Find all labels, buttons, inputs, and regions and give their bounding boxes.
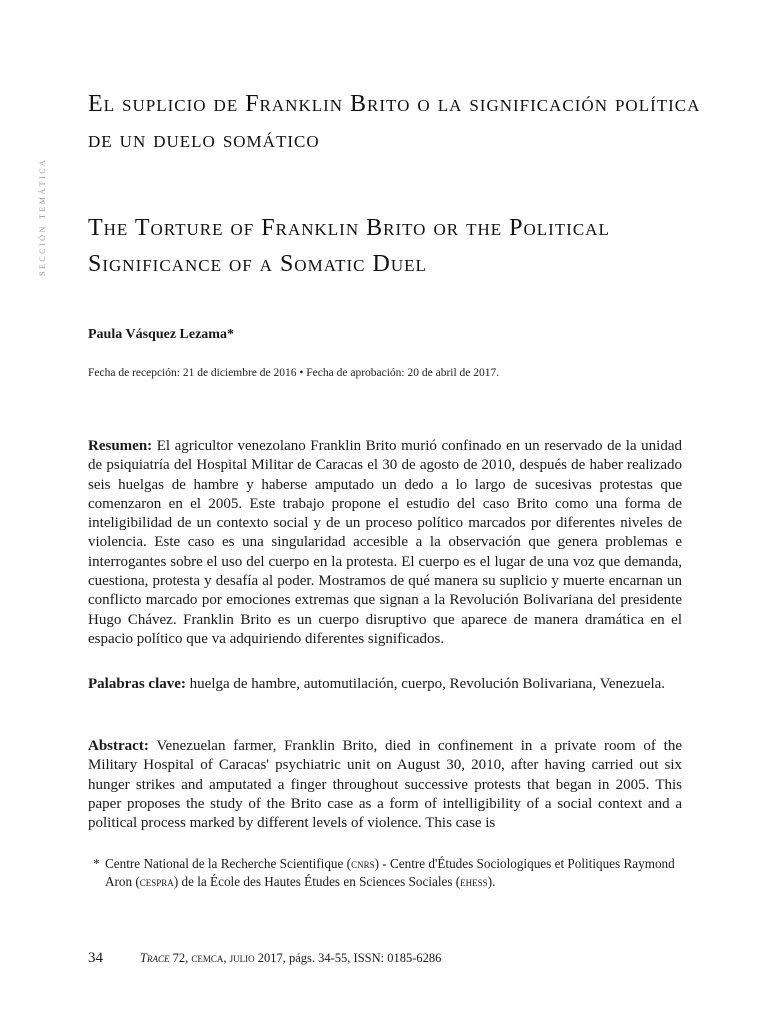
footnote-abbr-ehess: ehess [460,874,488,889]
keywords-paragraph [88,675,682,694]
resumen-label: Resumen: [88,438,153,454]
page-number: 34 [88,950,103,966]
section-label: sección temática [36,157,48,276]
resumen-text: El agricultor venezolano Franklin Brito murió confinado en un reservado de la unidad de psiquiatría del Hospital Militar de Caracas el 30 de agosto de 2010, después de haber realizado seis huelgas de hambre y haberse amputado un dedo a lo largo de sucesivas protestas que comenzaron en el 2005. Este trabajo propone el estudio del caso Brito como una forma de inteligibilidad de un contexto social y de un proceso político marcados por diferentes niveles de violencia. Este caso es una singularidad accesible a la observación que genera problemas e interrogantes sobre el uso del cuerpo en la protesta. El cuerpo es el lugar de una voz que demanda, cuestiona, protesta y desafía al poder. Mostramos de qué manera su suplicio y muerte encarnan un conflicto marcado por emociones extremas que signan a la Revolución Bolivariana del presidente Hugo Chávez. Franklin Brito es un cuerpo disruptivo que aparece de manera dramática en el espacio político que va adquiriendo diferentes significados. [88,438,682,647]
journal-publisher: cemca, julio [191,951,255,965]
title-english: The Torture of Franklin Brito or the Political Significance of a Somatic Duel [88,215,610,277]
reception-approval-dates: Fecha de recepción: 21 de diciembre de 2016 • Fecha de aprobación: 20 de abril de 2017. [88,367,500,379]
footnote-abbr-cnrs: cnrs [351,856,375,871]
footnote-part: Centre National de la Recherche Scientifique ( [105,856,352,871]
author-affiliation-footnote [93,855,693,891]
footnote-part: ) de la École des Hautes Études en Sciences Sociales ( [173,874,461,889]
footnote-part: ). [487,874,496,889]
keywords-label: Palabras clave: [88,676,186,692]
abstract-label: Abstract: [88,738,149,754]
keywords-text: huelga de hambre, automutilación, cuerpo, Revolución Bolivariana, Venezuela. [185,676,666,692]
footnote-abbr-cespra: cespra [139,874,174,889]
footnote-part: ) - Centre d'Études Sociologiques et Politiques Raymond Aron ( [105,856,675,889]
resumen-paragraph [88,437,682,649]
abstract-paragraph [88,737,682,833]
journal-pages-issn: 2017, págs. 34-55, ISSN: 0185-6286 [254,951,442,965]
footnote-mark: * [93,856,100,871]
page-footer [88,950,441,967]
author-name: Paula Vásquez Lezama* [88,327,234,342]
abstract-text: Venezuelan farmer, Franklin Brito, died in confinement in a private room of the Military Hospital of Caracas' psychiatric unit on August 30, 2010, after having carried out six hunger strikes and amputated a finger throughout successive protests that began in 2005. This paper proposes the study of the Brito case as a form of intelligibility of a social context and a political process marked by different levels of violence. This case is [88,738,682,832]
journal-issue: 72, [169,951,192,965]
footnote-text [93,855,693,891]
journal-citation [140,951,441,966]
title-spanish: El suplicio de Franklin Brito o la significación política de un duelo somático [88,91,701,153]
journal-name: Trace [140,951,170,965]
